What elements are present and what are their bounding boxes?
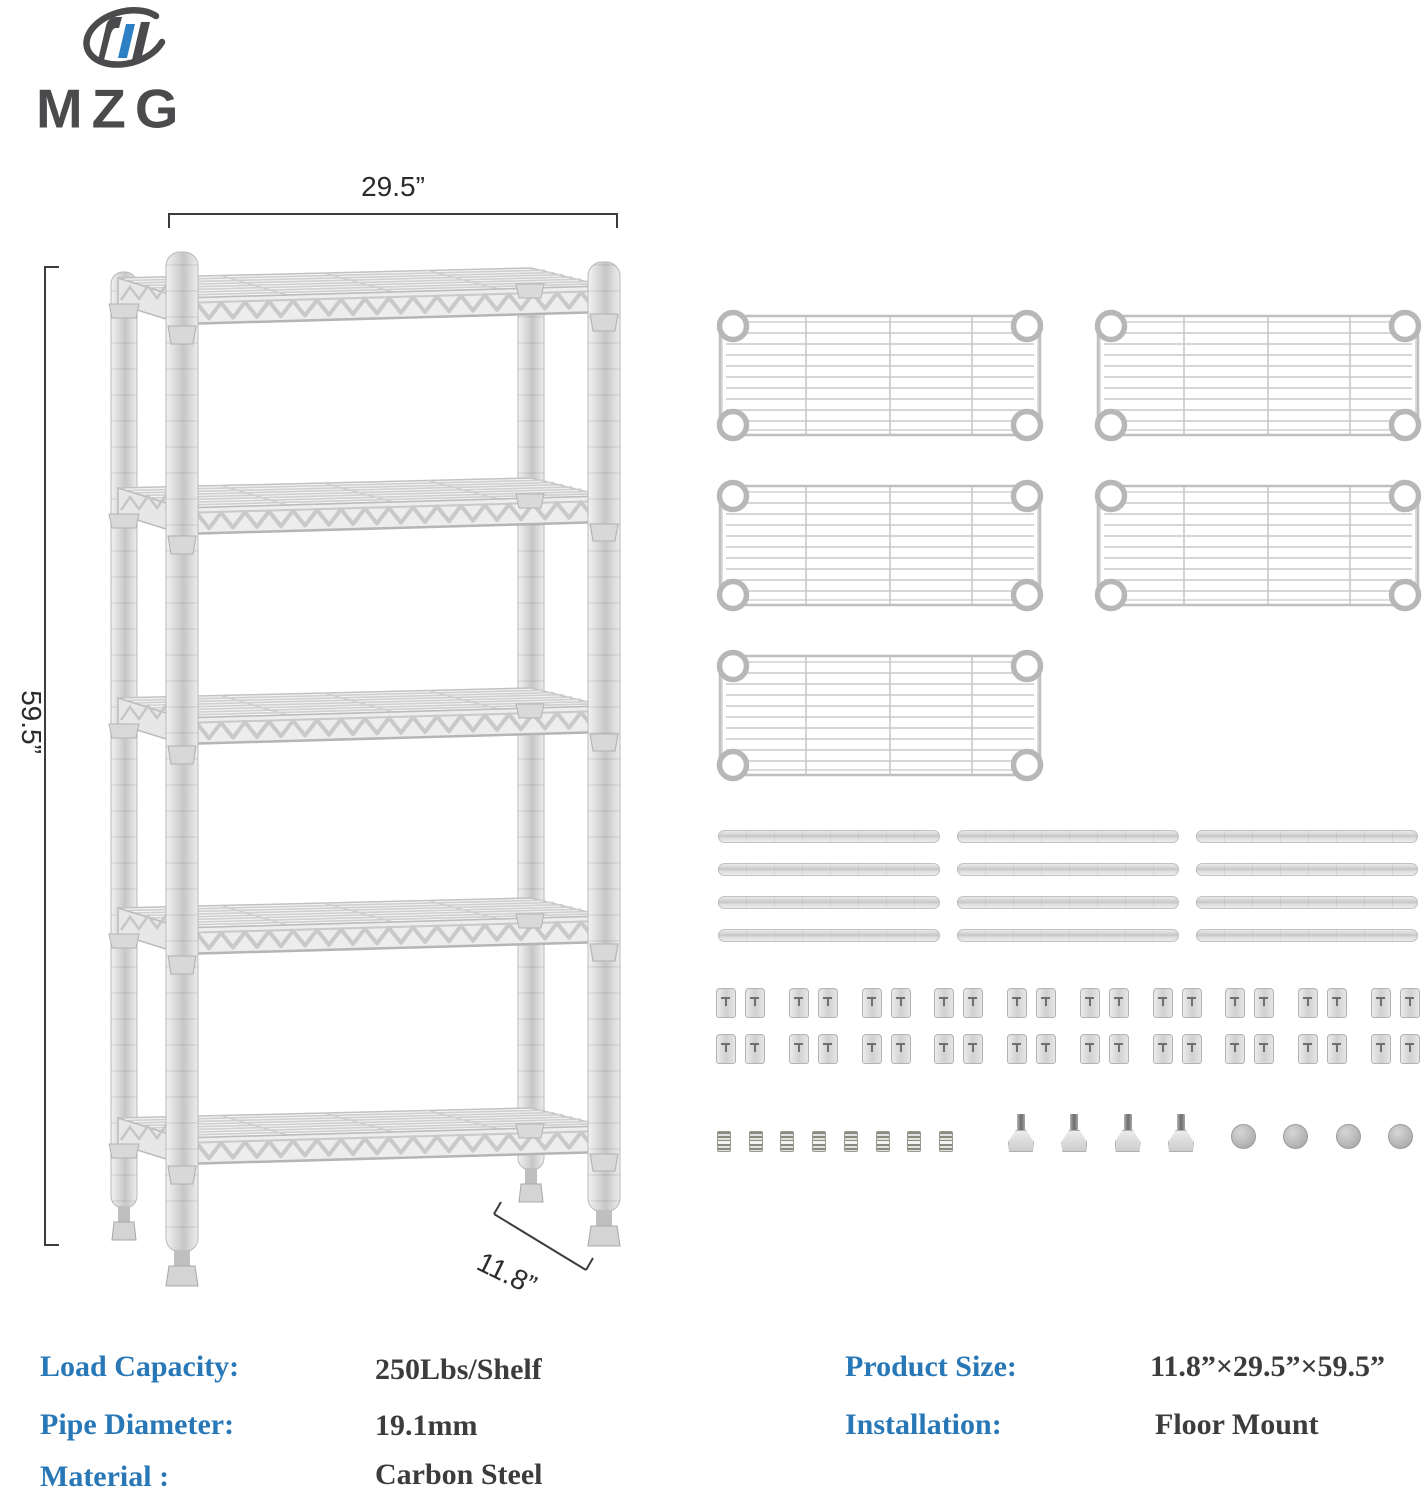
- width-dimension-line: [168, 171, 618, 215]
- part-clip-icon: [1153, 1034, 1173, 1064]
- parts-cap-list: [1231, 1124, 1413, 1149]
- part-clip-icon: [1225, 988, 1245, 1018]
- clip-pair: [1225, 988, 1274, 1018]
- part-pole-icon: [1196, 830, 1418, 843]
- dimension-tick: [616, 214, 618, 228]
- spec-label-load-capacity: Load Capacity:: [40, 1350, 240, 1383]
- parts-connector-list: [717, 1131, 953, 1152]
- dimension-tick: [168, 214, 170, 228]
- clip-pair: [1371, 988, 1420, 1018]
- part-pole-icon: [957, 896, 1179, 909]
- part-pole-icon: [1196, 896, 1418, 909]
- part-clip-icon: [891, 1034, 911, 1064]
- spec-label-product-size: Product Size:: [845, 1350, 1017, 1383]
- part-clip-icon: [745, 988, 765, 1018]
- part-pole-icon: [718, 896, 940, 909]
- clip-pair: [1371, 1034, 1420, 1064]
- spec-value-installation: Floor Mount: [1155, 1408, 1319, 1441]
- part-connector-icon: [907, 1131, 921, 1152]
- part-connector-icon: [939, 1131, 953, 1152]
- part-clip-icon: [1109, 988, 1129, 1018]
- part-clip-icon: [1298, 1034, 1318, 1064]
- part-clip-icon: [1400, 988, 1420, 1018]
- part-connector-icon: [749, 1131, 763, 1152]
- part-connector-icon: [812, 1131, 826, 1152]
- part-clip-icon: [1036, 988, 1056, 1018]
- part-clip-icon: [1371, 1034, 1391, 1064]
- clip-pair: [934, 1034, 983, 1064]
- part-clip-icon: [818, 1034, 838, 1064]
- part-cap-icon: [1336, 1124, 1361, 1149]
- spec-label-installation: Installation:: [845, 1408, 1002, 1441]
- clip-pair: [789, 988, 838, 1018]
- part-leveling-foot-icon: [1115, 1114, 1141, 1152]
- depth-dimension-label: 11.8”: [472, 1246, 542, 1301]
- parts-shelf-list: [710, 303, 1426, 788]
- clip-pair: [1225, 1034, 1274, 1064]
- spec-value-pipe-diameter: 19.1mm: [375, 1409, 478, 1442]
- clip-pair: [1153, 1034, 1202, 1064]
- part-clip-icon: [1400, 1034, 1420, 1064]
- part-clip-icon: [1109, 1034, 1129, 1064]
- part-clip-icon: [818, 988, 838, 1018]
- part-connector-icon: [780, 1131, 794, 1152]
- height-dimension-line: [16, 266, 47, 1246]
- part-shelf-icon: [710, 643, 1050, 788]
- part-connector-icon: [844, 1131, 858, 1152]
- part-clip-icon: [934, 988, 954, 1018]
- part-clip-icon: [1182, 1034, 1202, 1064]
- clip-pair: [862, 988, 911, 1018]
- part-pole-icon: [957, 863, 1179, 876]
- part-clip-icon: [1153, 988, 1173, 1018]
- clip-pair: [1007, 988, 1056, 1018]
- part-pole-icon: [718, 830, 940, 843]
- part-clip-icon: [1080, 1034, 1100, 1064]
- part-clip-icon: [1007, 988, 1027, 1018]
- clip-pair: [1298, 988, 1347, 1018]
- part-leveling-foot-icon: [1008, 1114, 1034, 1152]
- mzg-logo-emblem-icon: [72, 4, 168, 74]
- spec-value-load-capacity: 250Lbs/Shelf: [375, 1353, 542, 1386]
- shelf-unit-render: [88, 240, 648, 1315]
- part-pole-icon: [957, 830, 1179, 843]
- part-shelf-icon: [1088, 303, 1426, 448]
- part-shelf-icon: [710, 473, 1050, 618]
- part-clip-icon: [963, 988, 983, 1018]
- part-clip-icon: [1254, 988, 1274, 1018]
- dimension-tick: [45, 266, 59, 268]
- part-connector-icon: [717, 1131, 731, 1152]
- mzg-logo: [36, 4, 246, 141]
- part-leveling-foot-icon: [1168, 1114, 1194, 1152]
- parts-pole-list: [718, 830, 1418, 942]
- dimension-tick: [45, 1244, 59, 1246]
- clip-pair: [862, 1034, 911, 1064]
- spec-value-material: Carbon Steel: [375, 1458, 543, 1491]
- spec-label-material: Material :: [40, 1460, 170, 1493]
- parts-clip-list: [716, 988, 1420, 1064]
- clip-pair: [716, 988, 765, 1018]
- height-dimension-label: 59.5”: [16, 690, 47, 754]
- clip-pair: [1153, 988, 1202, 1018]
- part-clip-icon: [1182, 988, 1202, 1018]
- part-clip-icon: [891, 988, 911, 1018]
- clip-pair: [1080, 1034, 1129, 1064]
- part-clip-icon: [1007, 1034, 1027, 1064]
- part-pole-icon: [1196, 929, 1418, 942]
- part-clip-icon: [716, 1034, 736, 1064]
- part-clip-icon: [745, 1034, 765, 1064]
- part-clip-icon: [963, 1034, 983, 1064]
- part-cap-icon: [1283, 1124, 1308, 1149]
- part-clip-icon: [862, 988, 882, 1018]
- part-clip-icon: [1225, 1034, 1245, 1064]
- clip-pair: [716, 1034, 765, 1064]
- part-shelf-icon: [710, 303, 1050, 448]
- part-clip-icon: [1327, 1034, 1347, 1064]
- part-cap-icon: [1231, 1124, 1256, 1149]
- part-clip-icon: [1371, 988, 1391, 1018]
- mzg-logo-wordmark: MZG: [36, 77, 188, 140]
- clip-pair: [1298, 1034, 1347, 1064]
- part-pole-icon: [718, 863, 940, 876]
- width-dimension-label: 29.5”: [361, 171, 425, 202]
- clip-pair: [934, 988, 983, 1018]
- part-clip-icon: [789, 988, 809, 1018]
- part-pole-icon: [1196, 863, 1418, 876]
- part-clip-icon: [716, 988, 736, 1018]
- clip-pair: [1080, 988, 1129, 1018]
- part-clip-icon: [1298, 988, 1318, 1018]
- clip-pair: [1007, 1034, 1056, 1064]
- part-connector-icon: [876, 1131, 890, 1152]
- clip-pair: [789, 1034, 838, 1064]
- part-clip-icon: [1036, 1034, 1056, 1064]
- spec-label-pipe-diameter: Pipe Diameter:: [40, 1408, 235, 1441]
- part-clip-icon: [789, 1034, 809, 1064]
- part-clip-icon: [1327, 988, 1347, 1018]
- part-clip-icon: [862, 1034, 882, 1064]
- part-shelf-icon: [1088, 473, 1426, 618]
- part-cap-icon: [1388, 1124, 1413, 1149]
- parts-foot-list: [1008, 1114, 1194, 1152]
- part-clip-icon: [934, 1034, 954, 1064]
- part-pole-icon: [957, 929, 1179, 942]
- part-leveling-foot-icon: [1061, 1114, 1087, 1152]
- part-clip-icon: [1254, 1034, 1274, 1064]
- part-clip-icon: [1080, 988, 1100, 1018]
- part-pole-icon: [718, 929, 940, 942]
- spec-value-product-size: 11.8”×29.5”×59.5”: [1150, 1350, 1386, 1383]
